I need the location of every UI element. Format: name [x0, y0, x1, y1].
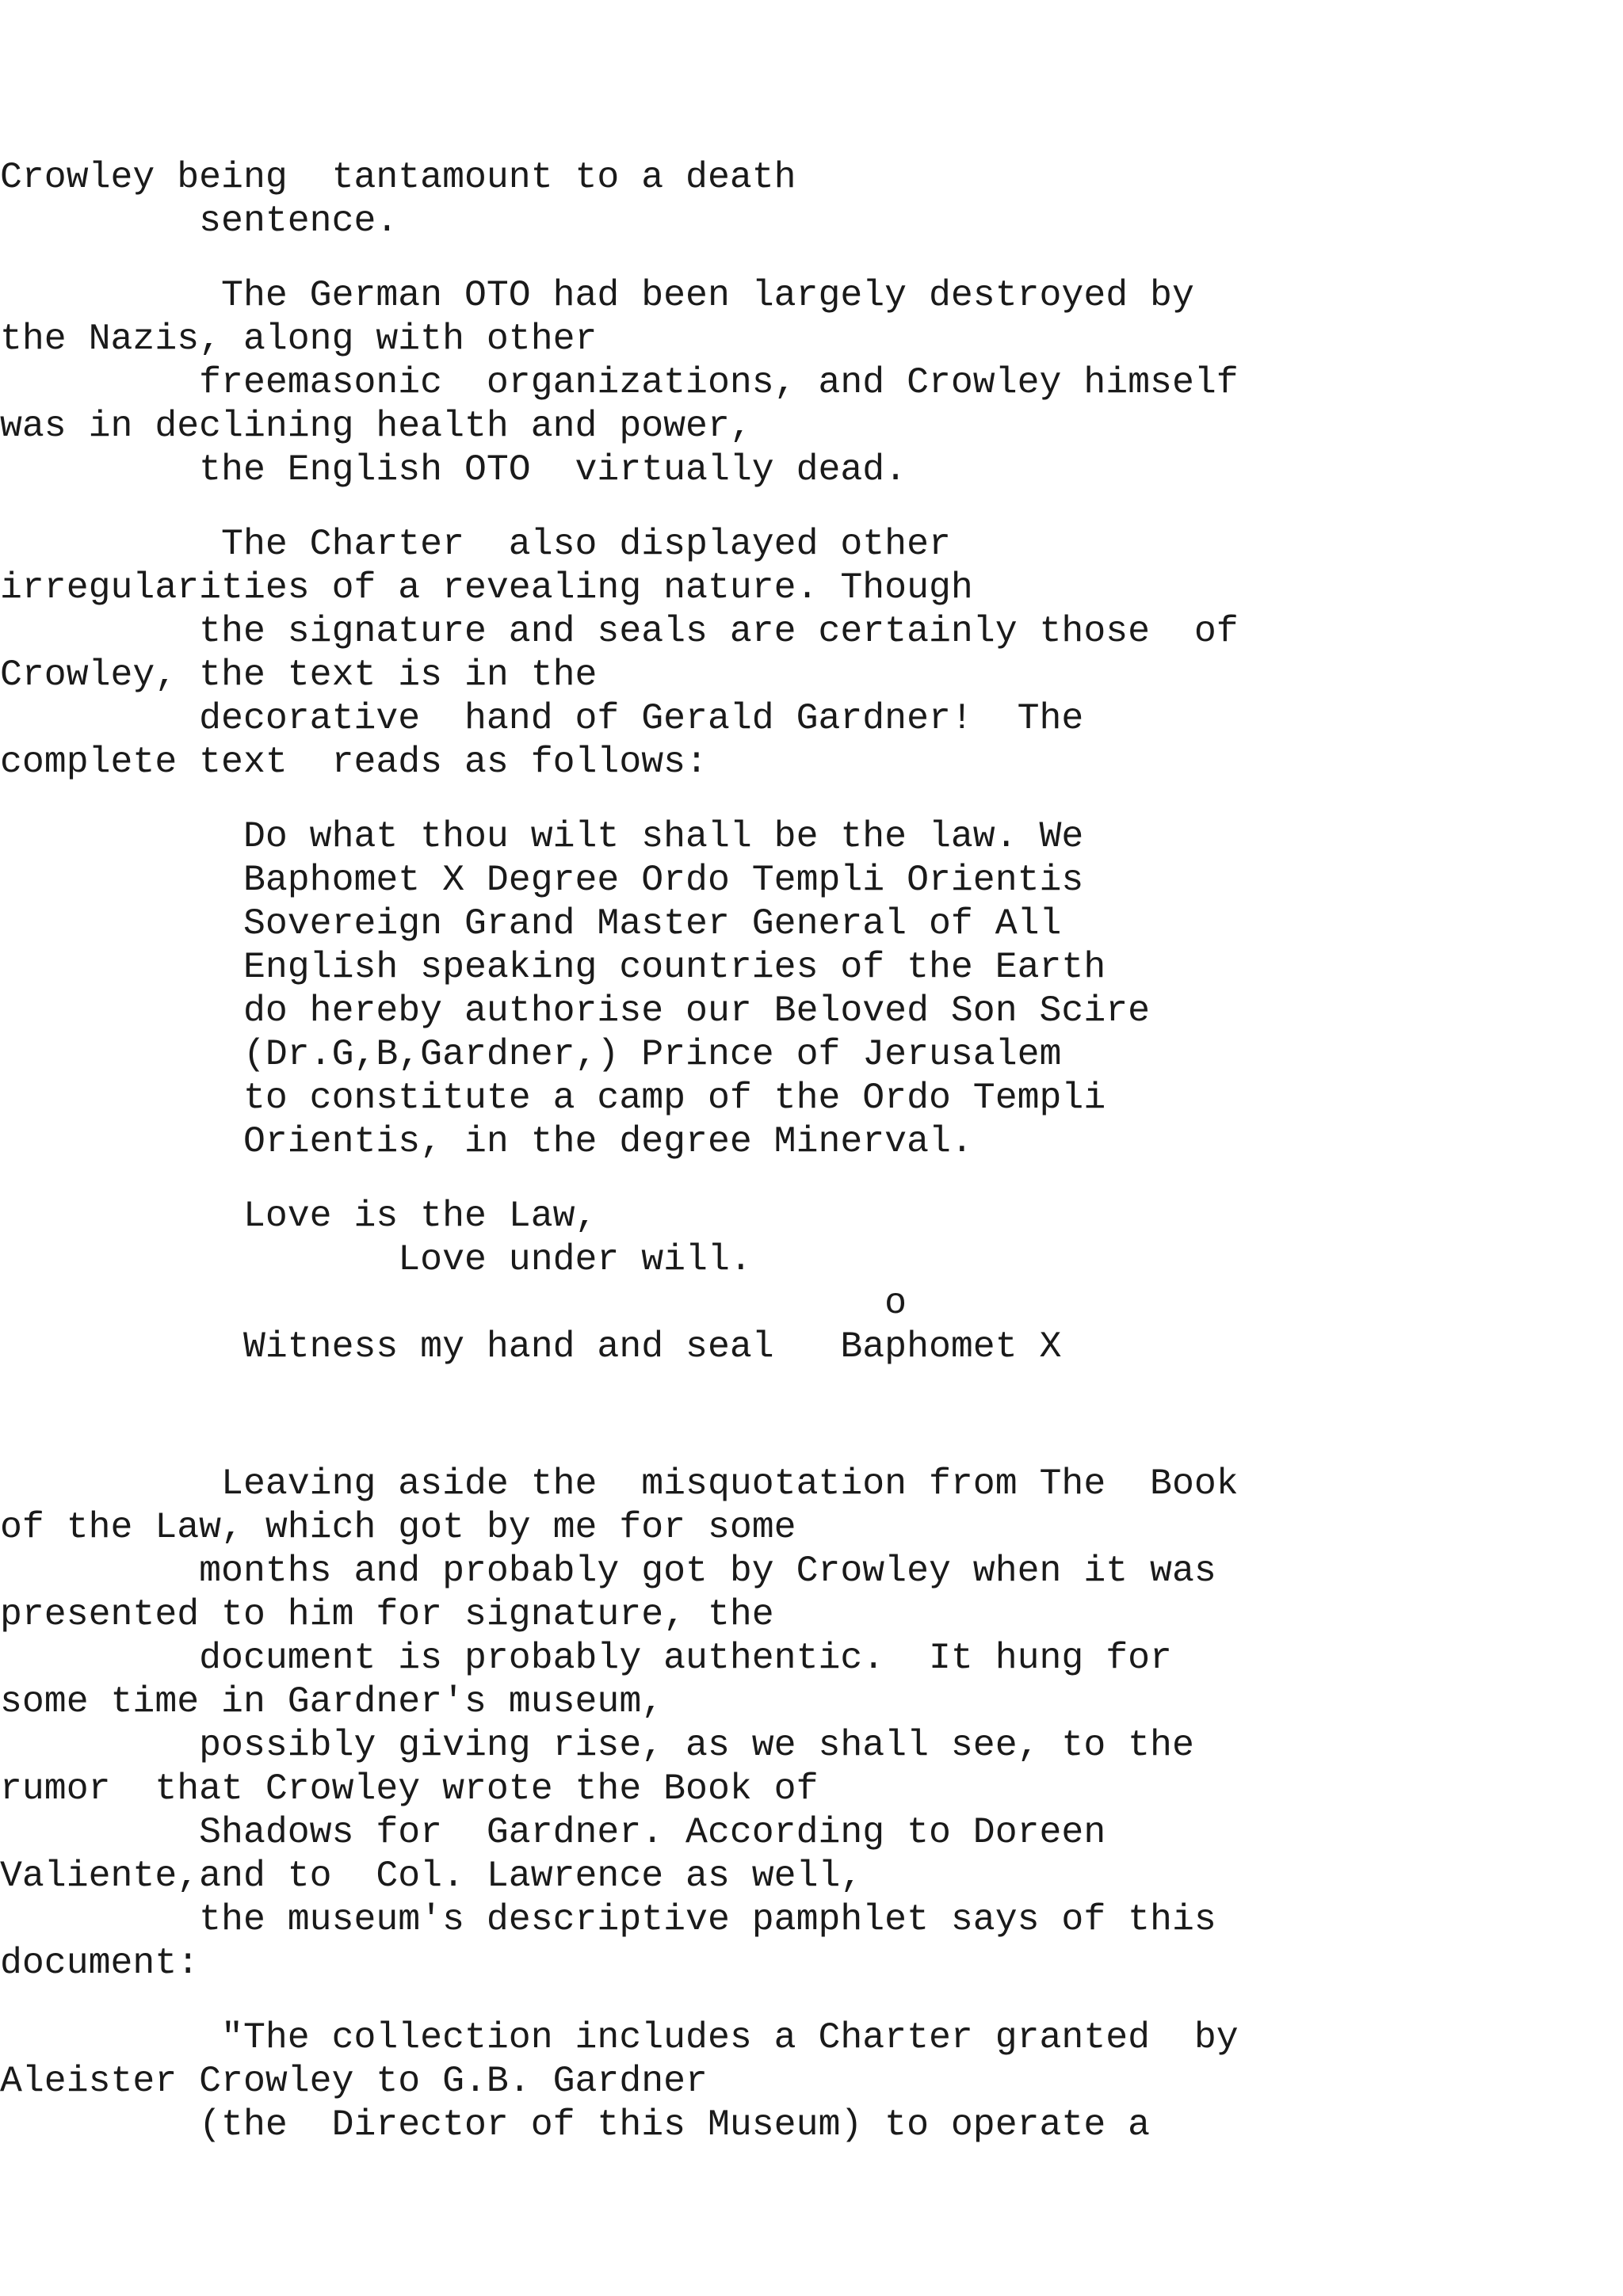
charter-signature-line: Witness my hand and seal Baphomet X [0, 1325, 1062, 1367]
text-line: irregularities of a revealing nature. Though [0, 566, 973, 608]
text-line: Shadows for Gardner. According to Doreen [0, 1811, 1106, 1853]
charter-line: Baphomet X Degree Ordo Templi Orientis [0, 859, 1084, 901]
text-line: (the Director of this Museum) to operate a [0, 2103, 1151, 2145]
text-line: was in declining health and power, [0, 405, 752, 447]
charter-line: to constitute a camp of the Ordo Templi [0, 1077, 1106, 1119]
text-line: the English OTO virtually dead. [0, 448, 907, 490]
text-line: The German OTO had been largely destroyed by [0, 274, 1194, 316]
text-line: some time in Gardner's museum, [0, 1680, 664, 1722]
text-line: document is probably authentic. It hung for [0, 1637, 1172, 1679]
charter-line: Love is the Law, [0, 1195, 598, 1237]
text-line: complete text reads as follows: [0, 741, 708, 783]
charter-line: English speaking countries of the Earth [0, 946, 1106, 988]
text-line: the Nazis, along with other [0, 318, 598, 360]
text-line: possibly giving rise, as we shall see, to the [0, 1724, 1194, 1766]
charter-line: Do what thou wilt shall be the law. We [0, 815, 1084, 857]
text-line: Leaving aside the misquotation from The Book [0, 1463, 1239, 1505]
text-line: Crowley, the text is in the [0, 654, 598, 696]
text-line: decorative hand of Gerald Gardner! The [0, 697, 1084, 739]
text-line: sentence. [0, 200, 399, 242]
charter-line: (Dr.G,B,Gardner,) Prince of Jerusalem [0, 1033, 1062, 1075]
charter-line: do hereby authorise our Beloved Son Scire [0, 990, 1151, 1032]
charter-line: o [0, 1282, 907, 1324]
text-line: Aleister Crowley to G.B. Gardner [0, 2060, 708, 2102]
charter-line: Sovereign Grand Master General of All [0, 902, 1062, 944]
text-line: The Charter also displayed other [0, 523, 951, 565]
text-line: of the Law, which got by me for some [0, 1506, 796, 1548]
text-line: "The collection includes a Charter granted by [0, 2016, 1239, 2058]
text-line: the signature and seals are certainly those of [0, 610, 1239, 652]
text-line: the museum's descriptive pamphlet says of this [0, 1898, 1216, 1940]
text-line: rumor that Crowley wrote the Book of [0, 1768, 819, 1810]
text-line: freemasonic organizations, and Crowley himself [0, 361, 1239, 403]
text-line: Crowley being tantamount to a death [0, 156, 796, 198]
charter-line: Orientis, in the degree Minerval. [0, 1120, 973, 1162]
charter-line: Love under will. [0, 1238, 752, 1280]
text-line: Valiente,and to Col. Lawrence as well, [0, 1855, 863, 1897]
text-line: presented to him for signature, the [0, 1593, 774, 1635]
text-line: document: [0, 1942, 200, 1984]
text-line: months and probably got by Crowley when it was [0, 1550, 1216, 1592]
